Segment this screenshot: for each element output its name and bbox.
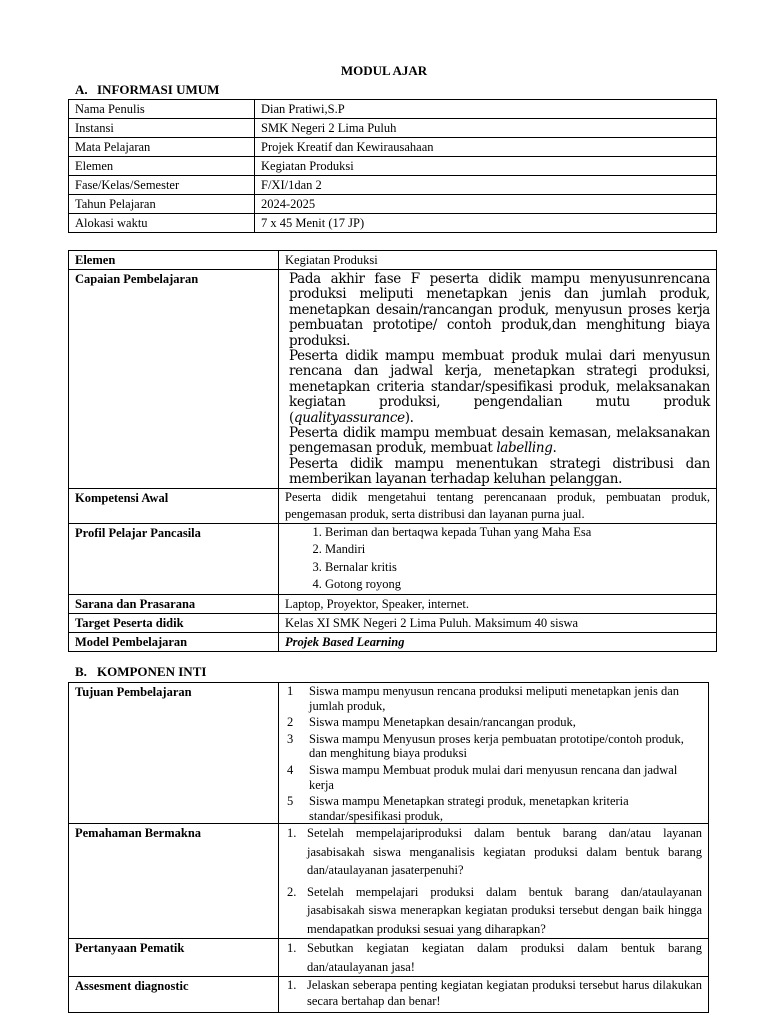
capaian-paragraph — [289, 426, 710, 457]
item-text: Siswa mampu menyusun rencana produksi meliputi menetapkan jenis dan jumlah produk, — [309, 684, 680, 713]
info-value: F/XI/1dan 2 — [255, 176, 717, 195]
item-text: Siswa mampu Menetapkan strategi produk, menetapkan kriteria standar/spesifikasi produk, — [309, 794, 629, 823]
list-item — [285, 684, 702, 713]
info-value: Kegiatan Produksi — [255, 157, 717, 176]
pertanyaan-list — [285, 939, 702, 976]
capaian-text: Peserta didik mampu membuat desain kemasan, melaksanakan pengemasan produk, membuat — [289, 425, 710, 457]
table-row — [69, 977, 709, 1013]
item-number: 4 — [287, 762, 294, 777]
list-item — [285, 732, 702, 761]
info-label: Elemen — [69, 157, 255, 176]
list-item — [285, 977, 702, 1009]
row-label: Model Pembelajaran — [69, 632, 279, 651]
table-row — [69, 488, 717, 523]
list-item — [285, 715, 702, 730]
item-number: 2 — [287, 715, 294, 730]
info-value: Projek Kreatif dan Kewirausahaan — [255, 138, 717, 157]
profil-list-cell — [279, 523, 717, 594]
table-row — [69, 632, 717, 651]
row-value: Peserta didik mengetahui tentang perencanaan produk, pembuatan produk, pengemasan produk, serta distribusi dan layanan purna jual. — [279, 488, 717, 523]
row-value: Projek Based Learning — [279, 632, 717, 651]
info-value: 7 x 45 Menit (17 JP) — [255, 214, 717, 233]
item-number: 1. — [287, 826, 297, 841]
row-value: Kelas XI SMK Negeri 2 Lima Puluh. Maksimum 40 siswa — [279, 613, 717, 632]
table-row — [69, 100, 717, 119]
assesment-list — [285, 977, 702, 1009]
profil-list — [285, 524, 710, 594]
list-item: 3. Bernalar kritis — [325, 559, 710, 577]
row-label: Profil Pelajar Pancasila — [69, 523, 279, 594]
item-number: 3 — [287, 731, 294, 746]
pemahaman-list-cell — [279, 824, 709, 939]
komponen-inti-table — [68, 682, 709, 1013]
row-label: Assesment diagnostic — [69, 977, 279, 1013]
quality-assurance-term: qualityassurance — [293, 409, 405, 426]
table-row — [69, 824, 709, 939]
list-item: 1. Beriman dan bertaqwa kepada Tuhan yang Maha Esa — [325, 524, 710, 542]
document-title: MODUL AJAR — [340, 63, 428, 78]
info-label: Nama Penulis — [69, 100, 255, 119]
info-label: Tahun Pelajaran — [69, 195, 255, 214]
capaian-text: Peserta didik mampu membuat produk mulai dari menyusun rencana dan jadwal kerja, menetapkan strategi produksi, menetapkan criteria standar/spesifikasi produk, melaksanakan kegiatan produksi, pengendalian mutu produk ( — [289, 348, 710, 426]
tujuan-list-cell — [279, 683, 709, 824]
item-text: Siswa mampu Membuat produk mulai dari menyusun rencana dan jadwal kerja — [309, 762, 678, 792]
row-label: Tujuan Pembelajaran — [69, 683, 279, 824]
table-row — [69, 523, 717, 594]
table-row — [69, 195, 717, 214]
info-value: SMK Negeri 2 Lima Puluh — [255, 119, 717, 138]
row-label: Target Peserta didik — [69, 613, 279, 632]
section-b-heading — [75, 664, 206, 680]
info-label: Mata Pelajaran — [69, 138, 255, 157]
table-row — [69, 251, 717, 270]
table-row — [69, 594, 717, 613]
table-row — [69, 157, 717, 176]
table-row — [69, 119, 717, 138]
row-label: Pemahaman Bermakna — [69, 824, 279, 939]
item-number: 1. — [287, 941, 297, 956]
list-item: 4. Gotong royong — [325, 576, 710, 594]
capaian-paragraph: Peserta didik mampu menentukan strategi distribusi dan memberikan layanan terhadap keluhan pelanggan. — [289, 455, 710, 488]
row-label: Pertanyaan Pematik — [69, 939, 279, 977]
info-value: Dian Pratiwi,S.P — [255, 100, 717, 119]
info-value: 2024-2025 — [255, 195, 717, 214]
row-label: Elemen — [69, 251, 279, 270]
item-number: 2. — [287, 884, 297, 899]
table-row — [69, 613, 717, 632]
labelling-term: labelling — [496, 440, 553, 457]
item-number: 5 — [287, 794, 294, 809]
table-row — [69, 270, 717, 489]
item-number: 1 — [287, 684, 294, 698]
item-text: Siswa mampu Menyusun proses kerja pembuatan prototipe/contoh produk, dan menghitung biaya produksi — [309, 731, 684, 761]
table-row — [69, 138, 717, 157]
item-text: Jelaskan seberapa penting kegiatan kegiatan produksi tersebut harus dilakukan secara bertahap dan benar! — [307, 978, 702, 1009]
list-item — [285, 794, 702, 823]
item-text: Sebutkan kegiatan kegiatan dalam produksi dalam bentuk barang dan/ataulayanan jasa! — [307, 941, 702, 974]
capaian-text: ). — [404, 409, 414, 426]
list-item — [285, 883, 702, 939]
informasi-umum-table — [68, 99, 717, 233]
section-b-label: KOMPONEN INTI — [97, 664, 207, 679]
assesment-list-cell — [279, 977, 709, 1013]
capaian-paragraph — [289, 349, 710, 426]
list-item — [285, 824, 702, 880]
pemahaman-list — [285, 824, 702, 938]
table-row — [69, 214, 717, 233]
row-value: Kegiatan Produksi — [279, 251, 717, 270]
section-a-heading — [75, 82, 219, 98]
item-text: Siswa mampu Menetapkan desain/rancangan produk, — [309, 715, 576, 730]
table-row — [69, 683, 709, 824]
info-label: Alokasi waktu — [69, 214, 255, 233]
section-b-number: B. — [75, 664, 87, 679]
list-item — [285, 939, 702, 976]
row-value: Laptop, Proyektor, Speaker, internet. — [279, 594, 717, 613]
section-a-number: A. — [75, 82, 88, 97]
info-label: Instansi — [69, 119, 255, 138]
row-label: Kompetensi Awal — [69, 488, 279, 523]
pertanyaan-list-cell — [279, 939, 709, 977]
row-label: Sarana dan Prasarana — [69, 594, 279, 613]
info-label: Fase/Kelas/Semester — [69, 176, 255, 195]
tujuan-list — [285, 684, 702, 823]
table-row — [69, 939, 709, 977]
row-label: Capaian Pembelajaran — [69, 270, 279, 489]
list-item — [285, 763, 702, 792]
section-a-label: INFORMASI UMUM — [97, 82, 220, 97]
list-item: 2. Mandiri — [325, 541, 710, 559]
table-row — [69, 176, 717, 195]
item-text: Setelah mempelajari produksi dalam bentuk barang dan/ataulayanan jasabisakah siswa menerapkan kegiatan produksi tersebut dengan baik hingga mendapatkan produksi sesuai yang diharapkan? — [307, 884, 702, 936]
capaian-paragraph: Pada akhir fase F peserta didik mampu menyusunrencana produksi meliputi menetapkan jenis dan jumlah produk, menetapkan desain/rancangan produk, menyusun proses kerja pembuatan prototipe/ contoh produk,dan menghitung biaya produksi. — [289, 271, 710, 349]
capaian-content — [279, 270, 717, 489]
item-number: 1. — [287, 978, 297, 993]
item-text: Setelah mempelajariproduksi dalam bentuk barang dan/atau layanan jasabisakah siswa menganalisis kegiatan produksi dalam bentuk barang dan/ataulayanan jasaterpenuhi? — [307, 826, 702, 878]
capaian-text: . — [552, 440, 557, 457]
detail-table — [68, 250, 717, 652]
